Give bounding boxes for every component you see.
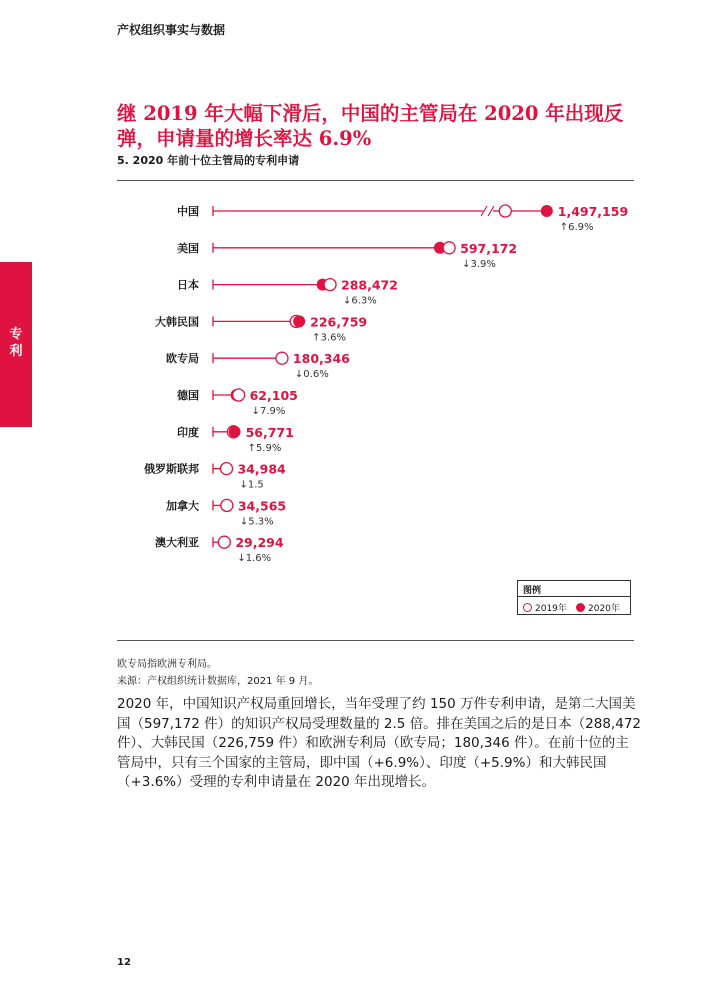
footnote: 欧专局指欧洲专利局。 [117, 659, 217, 670]
change-label: ↓6.3% [343, 295, 377, 307]
point-2020 [293, 315, 305, 327]
value-label: 34,984 [237, 461, 286, 477]
legend-item-2019 [523, 601, 567, 614]
category-label: 澳大利亚 [155, 536, 199, 550]
point-2019 [324, 279, 336, 291]
value-label: 288,472 [341, 277, 398, 293]
body-paragraph: 2020 年，中国知识产权局重回增长，当年受理了约 150 万件专利申请，是第二大国美国（597,172 件）的知识产权局受理数量的 2.5 倍。排在美国之后的是日本（288,472 件）、大韩民国（226,759 件）和欧洲专利局（欧专局；180,346 件）。在前十位的主管局中，只有三个国家的主管局，即中国（+6.9%）、印度（+5.9%）和大韩民国（+3.6%）受理的专利申请量在 2020 年出现增长。 [117, 696, 641, 790]
value-label: 34,565 [237, 498, 287, 514]
point-2019 [221, 499, 233, 511]
legend-divider [518, 596, 630, 597]
section-header: 产权组织事实与数据 [117, 23, 226, 37]
point-2019 [233, 389, 245, 401]
category-label: 大韩民国 [155, 315, 199, 329]
point-2019 [443, 242, 455, 254]
chart-subtitle: 5. 2020 年前十位主管局的专利申请 [117, 154, 300, 167]
side-tab-label: 专利 [9, 327, 23, 359]
change-label: ↓7.9% [251, 406, 286, 417]
change-label: ↓1.6% [237, 553, 272, 565]
point-2019 [218, 536, 230, 548]
category-label: 美国 [177, 241, 199, 255]
legend-title: 图例 [523, 586, 542, 596]
value-label: 180,346 [292, 351, 350, 367]
value-label: 597,172 [460, 240, 518, 256]
category-label: 中国 [177, 205, 199, 218]
category-label: 加拿大 [166, 499, 199, 513]
value-label: 29,294 [235, 535, 284, 551]
category-label: 日本 [177, 278, 199, 292]
value-label: 56,771 [245, 424, 294, 440]
point-2019 [276, 352, 288, 364]
change-label: ↓0.6% [294, 369, 329, 381]
point-2020 [229, 426, 241, 438]
category-label: 欧专局 [166, 352, 199, 366]
change-label: ↑6.9% [559, 222, 594, 233]
open-circle-icon [523, 603, 532, 612]
change-label: ↑3.6% [312, 332, 346, 344]
legend-label-2019: 2019年 [535, 604, 567, 614]
value-label: 62,105 [249, 388, 298, 403]
chart-legend [517, 580, 631, 615]
value-label: 226,759 [310, 314, 368, 330]
bottom-divider [117, 640, 634, 641]
value-label: 1,497,159 [557, 204, 629, 219]
page-title: 继 2019 年大幅下滑后，中国的主管局在 2020 年出现反弹，申请量的增长率达 6.9% [117, 102, 624, 150]
change-label: ↓1.5 [239, 479, 264, 491]
change-label: ↓5.3% [239, 516, 274, 528]
category-label: 印度 [177, 425, 199, 439]
category-label: 俄罗斯联邦 [144, 462, 199, 476]
source-note: 来源：产权组织统计数据库，2021 年 9 月。 [117, 676, 319, 687]
point-2020 [541, 205, 553, 217]
legend-item-2020 [576, 601, 620, 614]
change-label: ↑5.9% [247, 442, 282, 454]
filled-circle-icon [576, 603, 585, 612]
category-label: 德国 [177, 389, 199, 402]
page-number: 12 [117, 957, 131, 968]
point-2019 [220, 463, 232, 475]
change-label: ↓3.9% [462, 258, 496, 270]
legend-label-2020: 2020年 [588, 604, 620, 614]
point-2019 [499, 205, 511, 217]
